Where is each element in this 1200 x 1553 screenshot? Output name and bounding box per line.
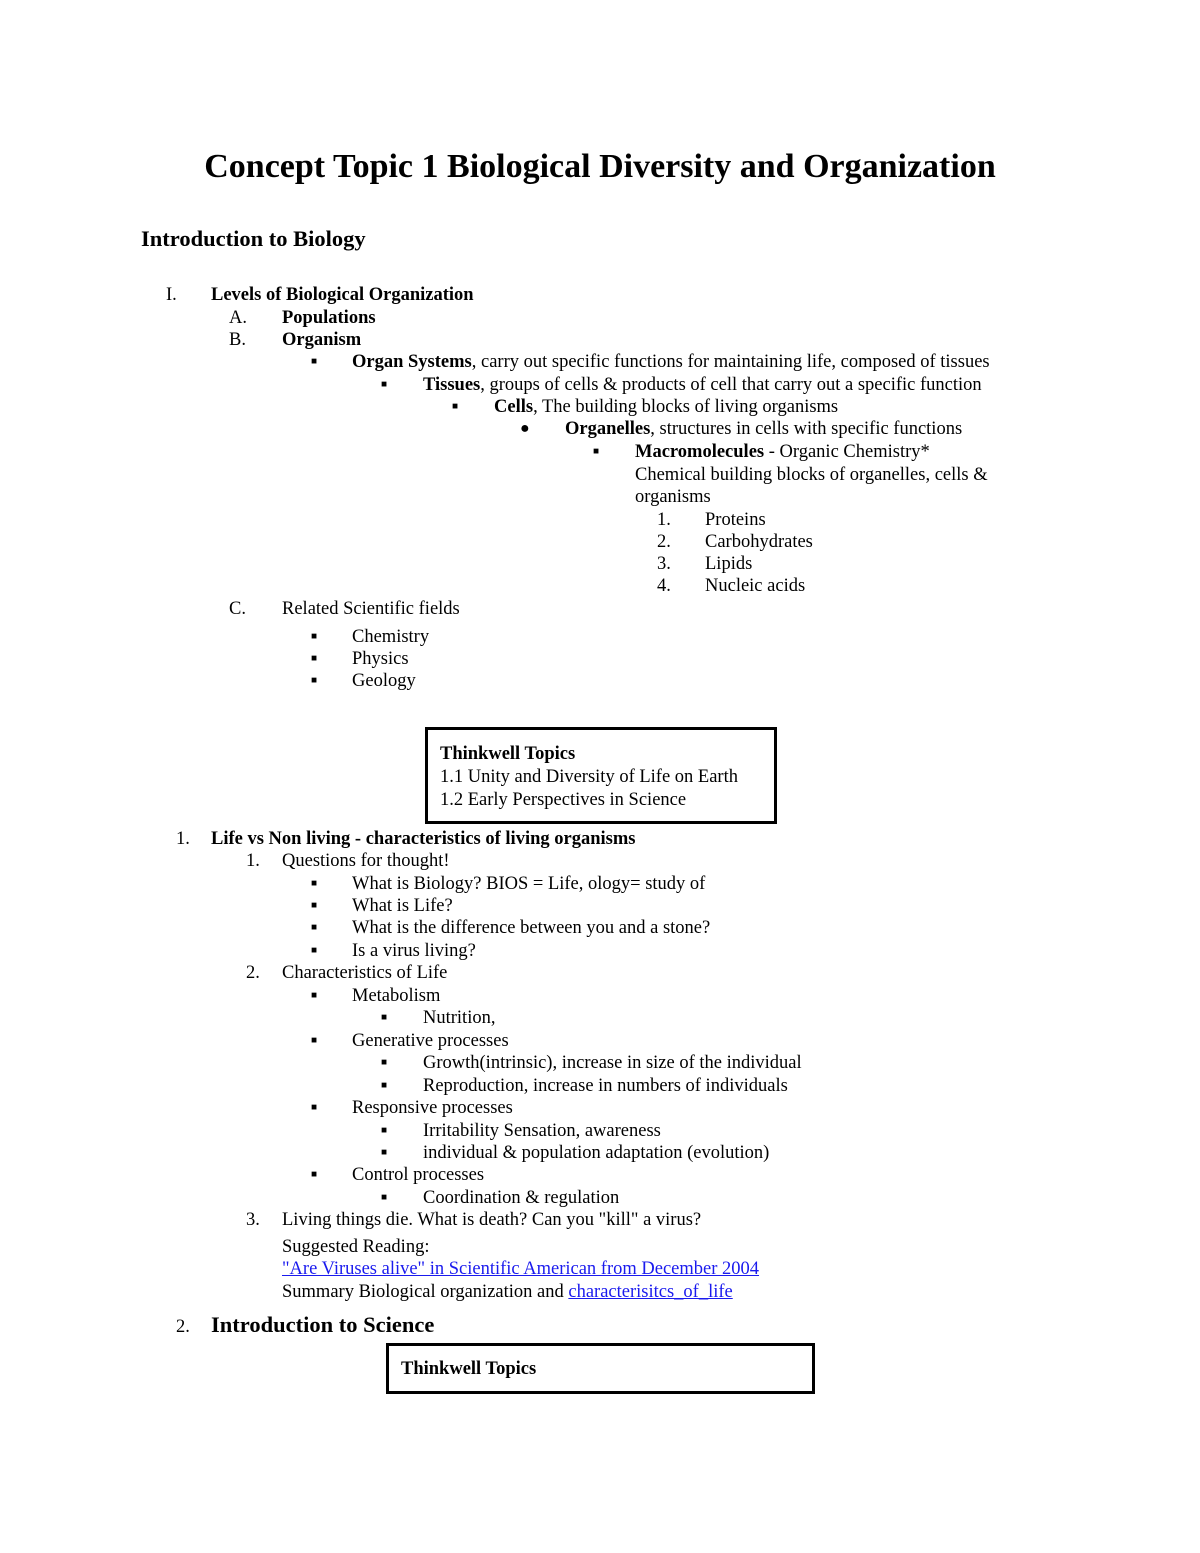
bullet-icon: ■ [311,631,318,642]
macromolecules-description: organisms [635,487,711,507]
thinkwell-topic: 1.2 Early Perspectives in Science [440,790,687,810]
list-item: Control processes [352,1165,485,1185]
dot-icon: ● [520,420,530,437]
suggested-reading-label: Suggested Reading: [282,1237,430,1257]
thinkwell-topic: 1.1 Unity and Diversity of Life on Earth [440,767,738,787]
bullet-icon: ■ [381,1057,388,1068]
outline-number: 2. [176,1317,190,1337]
bullet-icon: ■ [311,878,318,889]
bullet-icon: ■ [311,900,318,911]
bullet-icon: ■ [381,1012,388,1023]
list-item-organ-systems [352,351,990,373]
list-item: What is Biology? BIOS = Life, ology= study of [352,874,706,894]
organism-label: Organism [282,330,362,350]
list-number: 3. [657,554,671,574]
life-heading: Life vs Non living - characteristics of living organisms [211,829,636,849]
summary-line [282,1281,733,1303]
bullet-icon: ■ [311,990,318,1001]
outline-number: 1. [246,851,260,871]
bullet-icon: ■ [311,356,318,367]
list-item: Irritability Sensation, awareness [423,1121,661,1141]
definition: - Organic Chemistry* [764,442,930,462]
definition: , The building blocks of living organisms [533,397,839,417]
list-item-organelles [565,418,962,440]
list-item: Proteins [705,510,766,530]
list-number: 2. [657,532,671,552]
definition: , groups of cells & products of cell that carry out a specific function [480,375,982,395]
list-item: Generative processes [352,1031,509,1051]
death-question: Living things die. What is death? Can you "kill" a virus? [282,1210,702,1230]
list-item: individual & population adaptation (evolution) [423,1143,770,1163]
term: Macromolecules [635,442,765,462]
list-item: Carbohydrates [705,532,813,552]
bullet-icon: ■ [593,446,600,457]
bullet-icon: ■ [381,1080,388,1091]
bullet-icon: ■ [311,922,318,933]
bullet-icon: ■ [381,1192,388,1203]
thinkwell-heading: Thinkwell Topics [401,1359,537,1379]
thinkwell-heading: Thinkwell Topics [440,744,576,764]
thinkwell-topics-box [386,1343,815,1394]
bullet-icon: ■ [452,401,459,412]
questions-label: Questions for thought! [282,851,450,871]
levels-heading: Levels of Biological Organization [211,285,474,305]
outline-number: 3. [246,1210,260,1230]
list-item: Nutrition, [423,1008,496,1028]
article-link[interactable]: "Are Viruses alive" in Scientific American from December 2004 [282,1259,760,1279]
bullet-icon: ■ [311,1169,318,1180]
list-item: What is Life? [352,896,453,916]
bullet-icon: ■ [381,379,388,390]
term: Organ Systems [352,352,472,372]
outline-number: 2. [246,963,260,983]
characteristics-label: Characteristics of Life [282,963,448,983]
outline-letter: A. [229,308,247,328]
bullet-icon: ■ [311,1035,318,1046]
list-item: Growth(intrinsic), increase in size of the individual [423,1053,802,1073]
list-item-macromolecules [635,441,930,463]
summary-text: Summary Biological organization and [282,1282,569,1302]
section-heading-intro-science: Introduction to Science [211,1312,435,1337]
list-item: Reproduction, increase in numbers of individuals [423,1076,788,1096]
list-number: 1. [657,510,671,530]
list-item: Metabolism [352,986,441,1006]
bullet-icon: ■ [311,653,318,664]
bullet-icon: ■ [381,1147,388,1158]
definition: , carry out specific functions for maintaining life, composed of tissues [471,352,990,372]
list-item-cells [494,396,838,418]
list-item: Is a virus living? [352,941,476,961]
term: Cells [494,397,534,417]
list-item: Nucleic acids [705,576,806,596]
page-title: Concept Topic 1 Biological Diversity and Organization [204,148,996,185]
list-item: Lipids [705,554,753,574]
bullet-icon: ■ [311,675,318,686]
thinkwell-topics-box [425,727,777,824]
term: Tissues [423,375,481,395]
related-fields-label: Related Scientific fields [282,599,460,619]
list-number: 4. [657,576,671,596]
outline-letter: B. [229,330,246,350]
outline-number: 1. [176,829,190,849]
term: Organelles [565,419,651,439]
definition: , structures in cells with specific functions [650,419,963,439]
outline-letter: C. [229,599,246,619]
bullet-icon: ■ [311,945,318,956]
characteristics-link[interactable]: characterisitcs_of_life [568,1282,733,1302]
list-item: Chemistry [352,627,430,647]
list-item: What is the difference between you and a stone? [352,918,711,938]
list-item: Coordination & regulation [423,1188,620,1208]
outline-number: I. [166,285,177,305]
list-item: Physics [352,649,409,669]
list-item-tissues [423,374,982,396]
macromolecules-description: Chemical building blocks of organelles, cells & [635,465,988,485]
list-item: Responsive processes [352,1098,513,1118]
list-item: Geology [352,671,416,691]
populations-label: Populations [282,308,376,328]
bullet-icon: ■ [311,1102,318,1113]
section-heading-intro-biology: Introduction to Biology [141,226,366,251]
bullet-icon: ■ [381,1125,388,1136]
